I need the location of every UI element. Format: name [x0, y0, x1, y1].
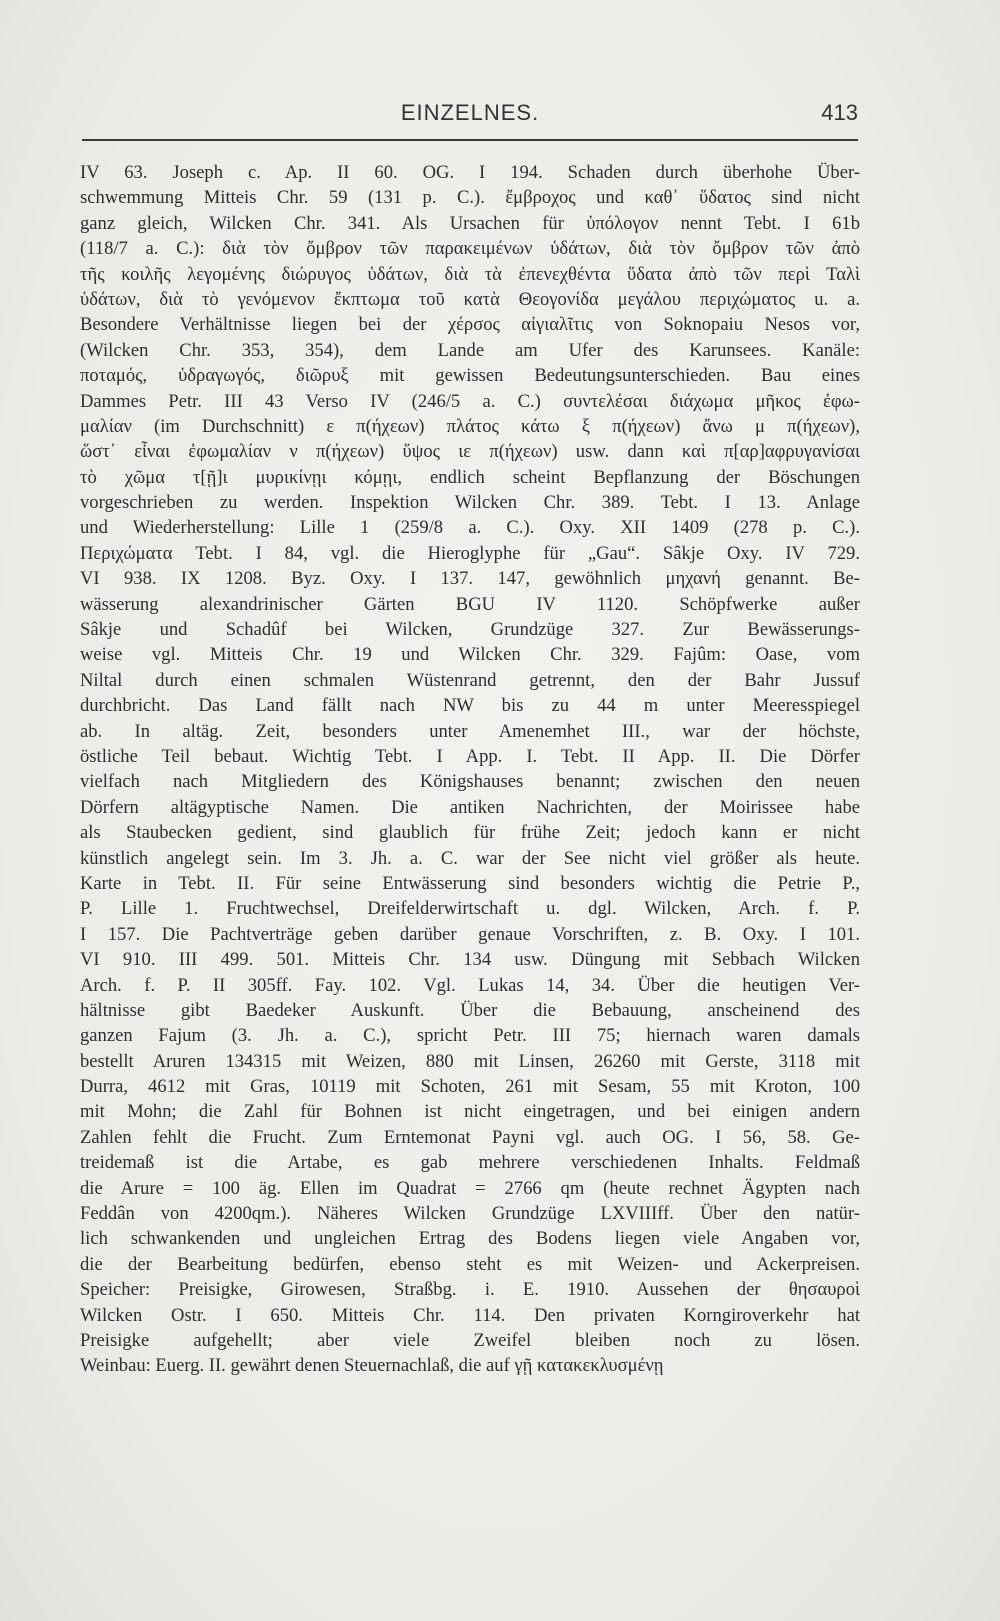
running-title: EINZELNES. — [400, 100, 540, 125]
text-line: Besondere Verhältnisse liegen bei der χέρσος αἰγιαλῖτις von Soknopaiu Nesos vor, — [80, 314, 860, 336]
text-line: Περιχώματα Tebt. I 84, vgl. die Hieroglyphe für „Gau“. Sâkje Oxy. IV 729. — [80, 542, 860, 564]
text-line: Wilcken Ostr. I 650. Mitteis Chr. 114. Den privaten Korngiroverkehr hat — [80, 1304, 860, 1326]
text-line: ποταμός, ὑδραγωγός, διῶρυξ mit gewissen Bedeutungsunterschieden. Bau eines — [80, 365, 860, 387]
text-line: Zahlen fehlt die Frucht. Zum Erntemonat Payni vgl. auch OG. I 56, 58. Ge- — [80, 1126, 860, 1148]
text-line: lich schwankenden und ungleichen Ertrag des Bodens liegen viele Angaben vor, — [80, 1228, 860, 1250]
text-line: τὸ χῶμα τ[ῇ]ι μυρικίνῃι κόμῃι, endlich scheint Bepflanzung der Böschungen — [80, 466, 860, 488]
text-line: ab. In altäg. Zeit, besonders unter Amenemhet III., war der höchste, — [80, 720, 860, 742]
text-line: Arch. f. P. II 305ff. Fay. 102. Vgl. Lukas 14, 34. Über die heutigen Ver- — [80, 974, 860, 996]
text-line: Preisigke aufgehellt; aber viele Zweifel bleiben noch zu lösen. — [80, 1329, 860, 1351]
header-rule — [82, 139, 858, 141]
text-line: künstlich angelegt sein. Im 3. Jh. a. C. war der See nicht viel größer als heute. — [80, 847, 860, 869]
text-line: weise vgl. Mitteis Chr. 19 und Wilcken Chr. 329. Fajûm: Oase, vom — [80, 644, 860, 666]
text-line: die Arure = 100 äg. Ellen im Quadrat = 2766 qm (heute rechnet Ägypten nach — [80, 1177, 860, 1199]
text-line: Durra, 4612 mit Gras, 10119 mit Schoten, 261 mit Sesam, 55 mit Kroton, 100 — [80, 1076, 860, 1098]
text-line: hältnisse gibt Baedeker Auskunft. Über die Bebauung, anscheinend des — [80, 999, 860, 1021]
text-line: I 157. Die Pachtverträge geben darüber genaue Vorschriften, z. B. Oxy. I 101. — [80, 923, 860, 945]
text-line: Karte in Tebt. II. Für seine Entwässerung sind besonders wichtig die Petrie P., — [80, 872, 860, 894]
text-line: als Staubecken gedient, sind glaublich für frühe Zeit; jedoch kann er nicht — [80, 822, 860, 844]
text-line: ganz gleich, Wilcken Chr. 341. Als Ursachen für ὑπόλογον nennt Tebt. I 61b — [80, 212, 860, 234]
text-line: VI 910. III 499. 501. Mitteis Chr. 134 usw. Düngung mit Sebbach Wilcken — [80, 949, 860, 971]
text-line: Sâkje und Schadûf bei Wilcken, Grundzüge 327. Zur Bewässerungs- — [80, 619, 860, 641]
text-line: östliche Teil bebaut. Wichtig Tebt. I App. I. Tebt. II App. II. Die Dörfer — [80, 745, 860, 767]
page-number: 413 — [821, 100, 858, 125]
text-line: Feddân von 4200qm.). Näheres Wilcken Grundzüge LXVIIIff. Über den natür- — [80, 1203, 860, 1225]
text-line: mit Mohn; die Zahl für Bohnen ist nicht eingetragen, und bei einigen andern — [80, 1101, 860, 1123]
text-line: durchbricht. Das Land fällt nach NW bis zu 44 m unter Meeresspiegel — [80, 695, 860, 717]
text-line: ὥστ᾽ εἶναι ἐφωμαλίαν ν π(ήχεων) ὕψος ιε π(ήχεων) usw. dann καὶ π[αρ]αφρυγανίσαι — [80, 441, 860, 463]
text-line: Niltal durch einen schmalen Wüstenrand getrennt, den der Bahr Jussuf — [80, 669, 860, 691]
text-line: bestellt Aruren 134315 mit Weizen, 880 mit Linsen, 26260 mit Gerste, 3118 mit — [80, 1050, 860, 1072]
text-line: vielfach nach Mitgliedern des Königshauses benannt; zwischen den neuen — [80, 771, 860, 793]
text-line: treidemaß ist die Artabe, es gab mehrere verschiedenen Inhalts. Feldmaß — [80, 1152, 860, 1174]
text-line: τῆς κοιλῆς λεγομένης διώρυγος ὑδάτων, διὰ τὰ ἐπενεχθέντα ὕδατα ἀπὸ τῶν περὶ Ταλὶ — [80, 263, 860, 285]
text-line: Dammes Petr. III 43 Verso IV (246/5 a. C.) συντελέσαι διάχωμα μῆκος ἐφω- — [80, 390, 860, 412]
text-line: und Wiederherstellung: Lille 1 (259/8 a. C.). Oxy. XII 1409 (278 p. C.). — [80, 517, 860, 539]
text-line: Dörfern altägyptische Namen. Die antiken Nachrichten, der Moirissee habe — [80, 796, 860, 818]
text-line: ganzen Fajum (3. Jh. a. C.), spricht Petr. III 75; hiernach waren damals — [80, 1025, 860, 1047]
page-header — [82, 100, 858, 136]
text-line: wässerung alexandrinischer Gärten BGU IV 1120. Schöpfwerke außer — [80, 593, 860, 615]
body-text — [80, 160, 860, 1379]
text-line: (118/7 a. C.): διὰ τὸν ὄμβρον τῶν παρακειμένων ὑδάτων, διὰ τὸν ὄμβρον τῶν ἀπὸ — [80, 238, 860, 260]
text-line: IV 63. Joseph c. Ap. II 60. OG. I 194. Schaden durch überhohe Über- — [80, 162, 860, 183]
text-line: Speicher: Preisigke, Girowesen, Straßbg. i. E. 1910. Aussehen der θησαυροὶ — [80, 1279, 860, 1301]
text-line: (Wilcken Chr. 353, 354), dem Lande am Ufer des Karunsees. Kanäle: — [80, 339, 860, 361]
text-line: vorgeschrieben zu werden. Inspektion Wilcken Chr. 389. Tebt. I 13. Anlage — [80, 492, 860, 514]
text-line: schwemmung Mitteis Chr. 59 (131 p. C.). ἔμβροχος und καθ᾽ ὕδατος sind nicht — [80, 187, 860, 209]
text-line: P. Lille 1. Fruchtwechsel, Dreifelderwirtschaft u. dgl. Wilcken, Arch. f. P. — [80, 898, 860, 920]
text-line: VI 938. IX 1208. Byz. Oxy. I 137. 147, gewöhnlich μηχανή genannt. Be- — [80, 568, 860, 590]
text-line: die der Bearbeitung bedürfen, ebenso steht es mit Weizen- und Ackerpreisen. — [80, 1253, 860, 1275]
text-line: Weinbau: Euerg. II. gewährt denen Steuernachlaß, die auf γῇ κατακεκλυσμένῃ — [80, 1355, 664, 1377]
text-line: ὑδάτων, διὰ τὸ γενόμενον ἔκπτωμα τοῦ κατὰ Θεογονίδα μεγάλου περιχώματος u. a. — [80, 288, 860, 310]
text-line: μαλίαν (im Durchschnitt) ε π(ήχεων) πλάτος κάτω ξ π(ήχεων) ἄνω μ π(ήχεων), — [80, 415, 860, 437]
